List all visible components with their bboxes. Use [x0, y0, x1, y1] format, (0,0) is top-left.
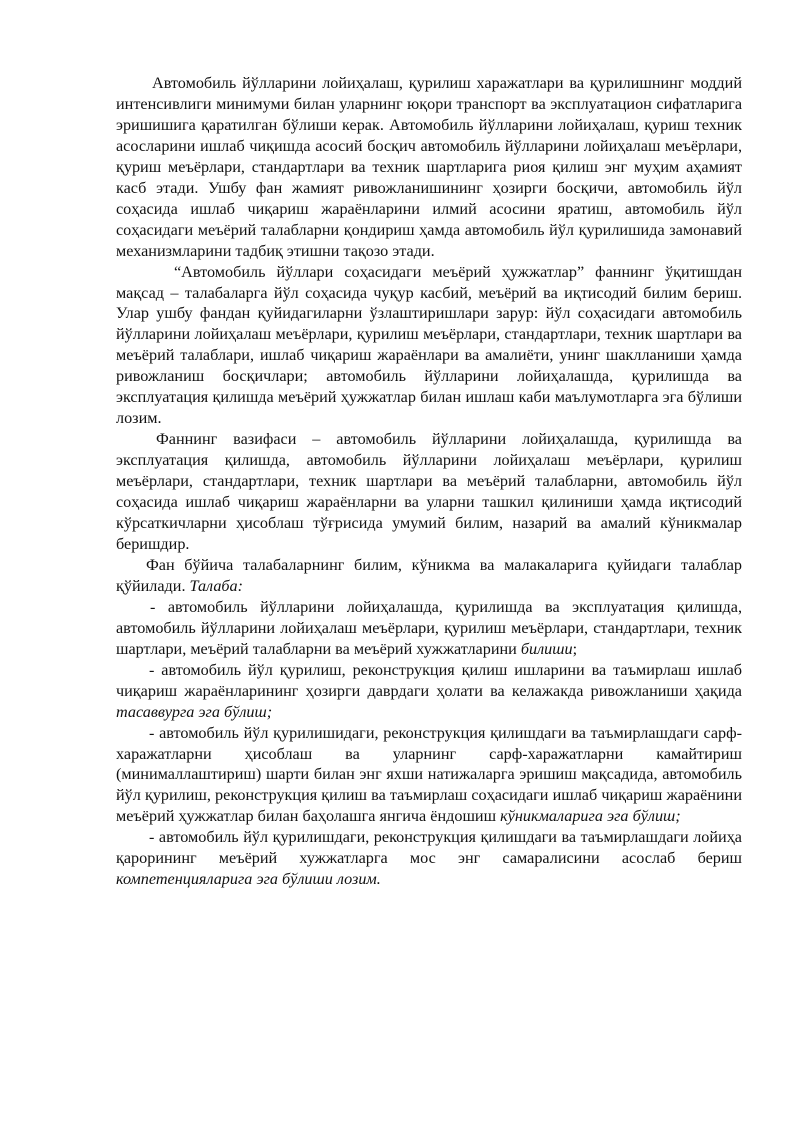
paragraph-requirements — [116, 555, 742, 597]
list-item-knowledge — [116, 597, 742, 660]
italic-term: кўникмаларига эга бўлиш; — [500, 807, 681, 826]
paragraph-text: Автомобиль йўлларини лойиҳалаш, қурилиш харажатлари ва қурилишнинг моддий интенсивлиги минимуми билан уларнинг юқори транспорт ва эксплуатацион сифатларига эришишига қаратилган бўлиши керак. Автомобиль йўлларини лойиҳалаш, қуриш техник асосларини ишлаб чиқишда асосий босқич автомобиль йўлларини лойиҳалаш меъёрлари, қуриш меъёрлари, стандартлари ва техник шартларига риоя қилиш энг муҳим аҳамият касб этади. Ушбу фан жамият ривожланишининг ҳозирги босқичи, автомобиль йўл соҳасида ишлаб чиқариш жараёнларини илмий асосини яратиш, автомобиль йўл соҳасидаги меъёрий талабларни қондириш ҳамда автомобиль йўл қурилишида замонавий механизмларини тадбиқ этишни тақозо этади. — [116, 74, 742, 260]
list-item-concept — [116, 660, 742, 723]
document-page — [116, 73, 742, 890]
list-item-skills — [116, 723, 742, 828]
paragraph-course-task — [116, 429, 742, 555]
list-item-text: - автомобиль йўл қурилиш, реконструкция қилиш ишларини ва таъмирлаш ишлаб чиқариш жараёнларининг ҳозирги даврдаги ҳолати ва келажакда ривожланиши ҳақида — [116, 660, 742, 700]
italic-term: Талаба: — [189, 576, 244, 595]
paragraph-intro — [116, 73, 742, 262]
list-item-text: - автомобиль йўлларини лойиҳалашда, қурилишда ва эксплуатация қилишда, автомобиль йўлларини лойиҳалаш меъёрлари, қурилиш меъёрлари, стандартлари, техник шартлари, меъёрий талабларни ва меъёрий хужжатларини — [116, 597, 742, 658]
paragraph-text: Фаннинг вазифаси – автомобиль йўлларини лойиҳалашда, қурилишда ва эксплуатация қилишда, автомобиль йўлларини лойиҳалаш меъёрлари, қурилиш меъёрлари, стандартлари, техник шартлари ва меъёрий талабларни, автомобиль йўл соҳасида ишлаб чиқариш жараёнларни ва уларни ташкил қилиниши ҳамда иқтисодий кўрсаткичларни ҳисоблаш тўғрисида умумий билим, назарий ва амалий кўникмалар беришдир. — [116, 430, 742, 553]
italic-term: компетенцияларига эга бўлиши лозим. — [116, 870, 381, 889]
paragraph-course-goal — [116, 262, 742, 430]
punctuation: ; — [572, 639, 578, 658]
italic-term: тасаввурга эга бўлиш; — [116, 702, 273, 721]
list-item-text: - автомобиль йўл қурилишидаги, реконструкция қилишдаги ва таъмирлашдаги сарф-харажатларни ҳисоблаш ва уларнинг сарф-харажатларни камайтириш (минималлаштириш) шарти билан энг яхши натижаларга эришиш мақсадида, автомобиль йўл қурилиш, реконструкция қилиш ва таъмирлаш соҳасидаги ишлаб чиқариш жараёнини меъёрий ҳужжатлар билан баҳолашга янгича ёндошиш — [116, 723, 742, 826]
paragraph-text: Фан бўйича талабаларнинг билим, кўникма ва малакаларига қуйидаги талаблар қўйилади. — [116, 555, 742, 595]
paragraph-text: “Автомобиль йўллари соҳасидаги меъёрий ҳужжатлар” фаннинг ўқитишдан мақсад – талабаларга йўл соҳасида чуқур касбий, меъёрий ва иқтисодий билим бериш. Улар ушбу фандан қуйидагиларни ўзлаштиришлари зарур: йўл соҳасидаги автомобиль йўлларини лойиҳалаш меъёрлари, қурилиш меъёрлари, стандартлари, техник шартлари ва меъёрий талаблари, ишлаб чиқариш жараёнлари ва амалиёти, унинг шаклланиши ҳамда ривожланиш босқичлари; автомобиль йўлларини лойиҳалашда, қурилишда ва эксплуатация қилишда меъёрий ҳужжатлар билан ишлаш каби маълумотларга эга бўлиши лозим. — [116, 262, 742, 428]
list-item-text: - автомобиль йўл қурилишдаги, реконструкция қилишдаги ва таъмирлашдаги лойиҳа қарорининг меъёрий хужжатларга мос энг самаралисини асослаб бериш — [116, 828, 742, 868]
list-item-competence — [116, 827, 742, 890]
italic-term: билиши — [520, 639, 573, 658]
